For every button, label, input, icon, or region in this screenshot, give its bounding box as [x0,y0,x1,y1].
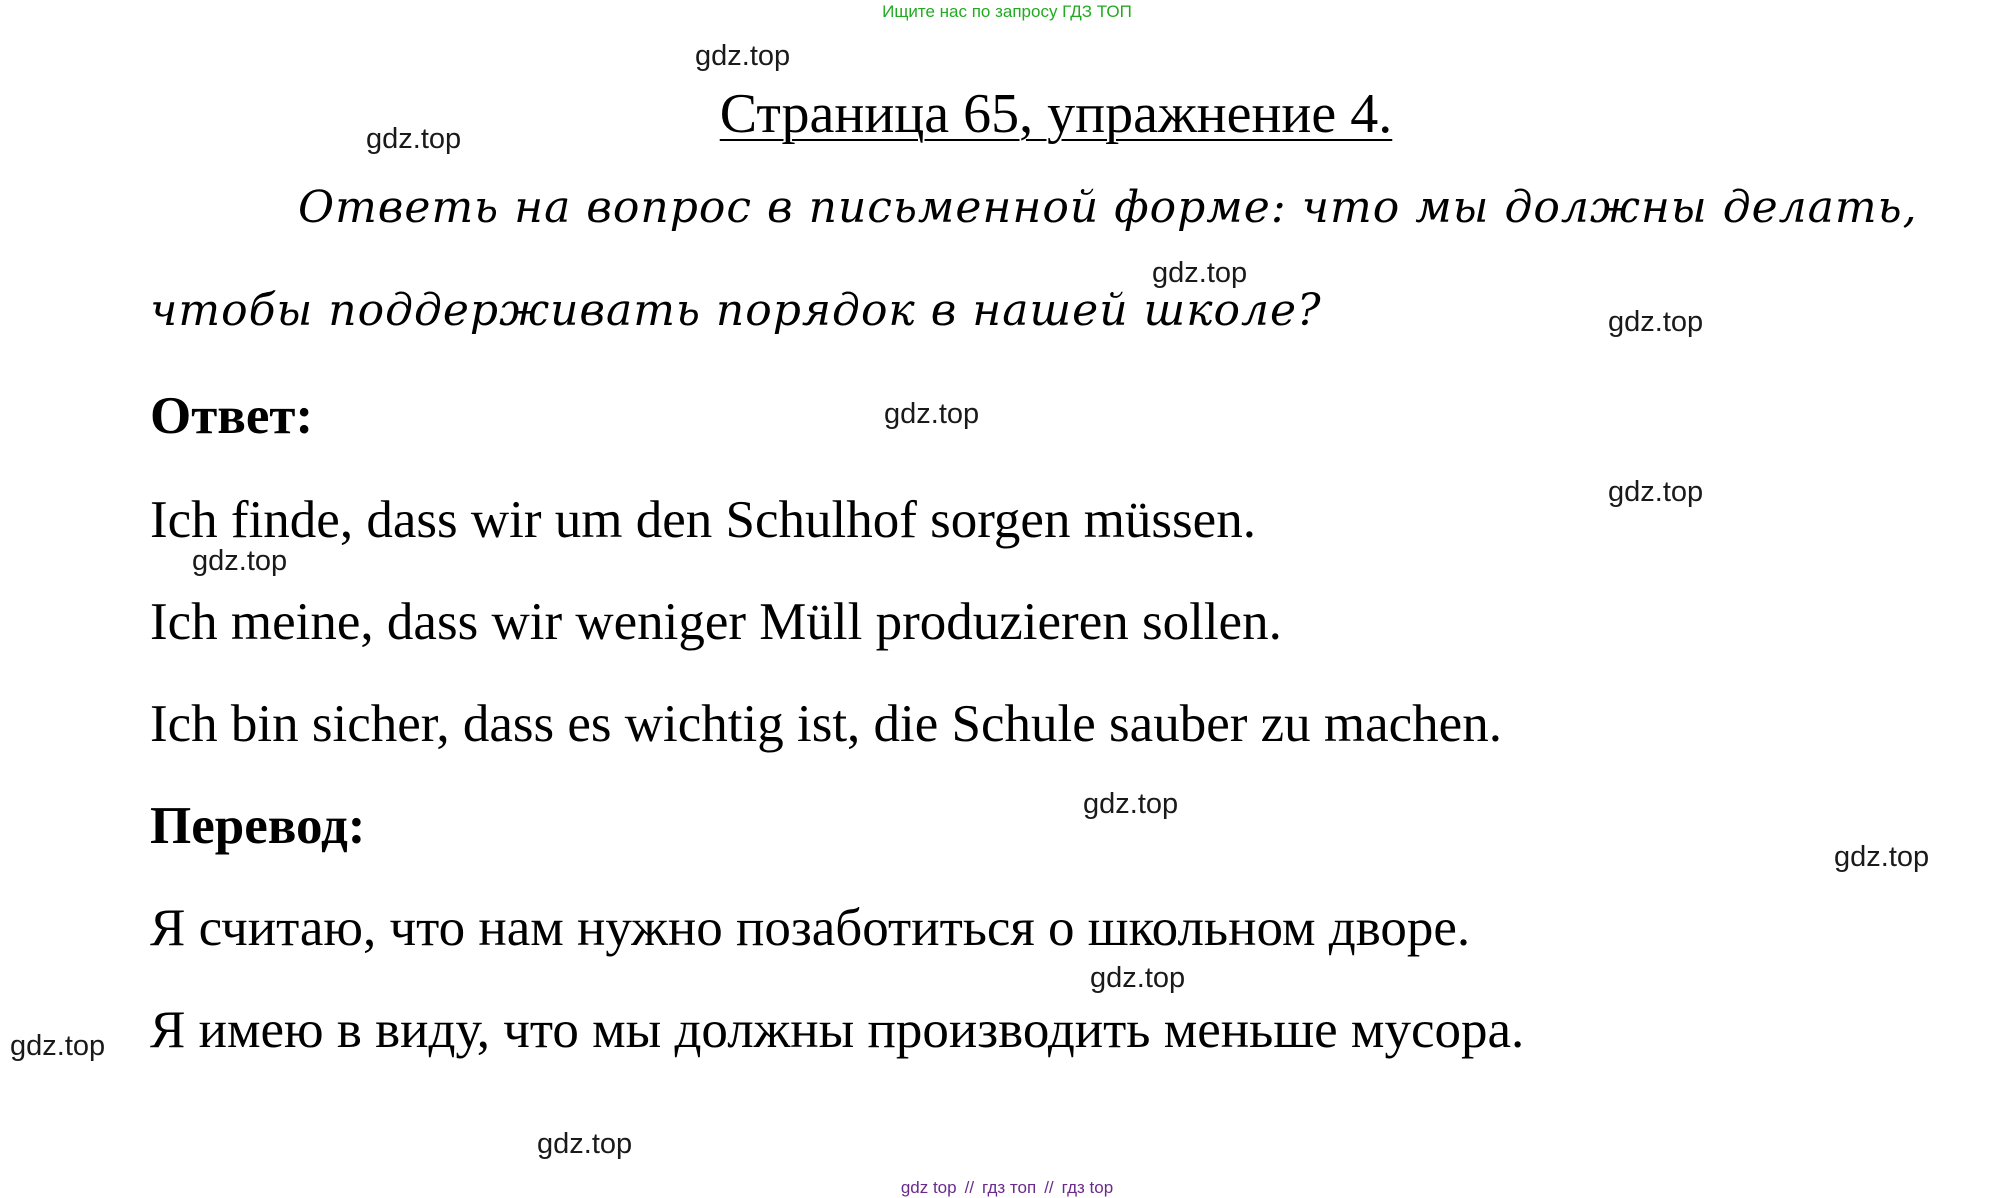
search-banner: Ищите нас по запросу ГДЗ ТОП [882,2,1132,21]
watermark: gdz.top [1608,476,1704,508]
watermark: gdz.top [10,1030,106,1062]
question-line-2: чтобы поддерживать порядок в нашей школе? [150,285,1322,336]
watermark: gdz.top [884,398,980,430]
footer-separator: // [964,1178,975,1197]
answer-line: Ich meine, dass wir weniger Müll produzieren sollen. [150,593,1282,651]
watermark: gdz.top [537,1128,633,1160]
watermark: gdz.top [1834,841,1930,873]
translation-line: Я считаю, что нам нужно позаботиться о школьном дворе. [150,899,1471,957]
watermark: gdz.top [1152,257,1248,289]
footer-links [0,1178,2014,1198]
footer-separator: // [1044,1178,1054,1197]
watermark: gdz.top [366,123,462,155]
footer-link[interactable]: гдз top [1061,1178,1114,1197]
watermark: gdz.top [1608,306,1704,338]
watermark: gdz.top [1083,788,1179,820]
answer-line: Ich finde, dass wir um den Schulhof sorgen müssen. [150,491,1256,549]
watermark: gdz.top [1090,962,1186,994]
watermark: gdz.top [695,40,791,72]
footer-link[interactable]: gdz top [900,1178,957,1197]
question-line-1: Ответь на вопрос в письменной форме: что мы должны делать, [298,182,1918,233]
translation-heading: Перевод: [150,797,366,855]
footer-link[interactable]: гдз топ [982,1178,1037,1197]
answer-heading: Ответ: [150,387,314,445]
watermark: gdz.top [192,545,288,577]
translation-line: Я имею в виду, что мы должны производить меньше мусора. [150,1001,1525,1059]
answer-line: Ich bin sicher, dass es wichtig ist, die Schule sauber zu machen. [150,695,1502,753]
page-title: Страница 65, упражнение 4. [719,83,1393,145]
